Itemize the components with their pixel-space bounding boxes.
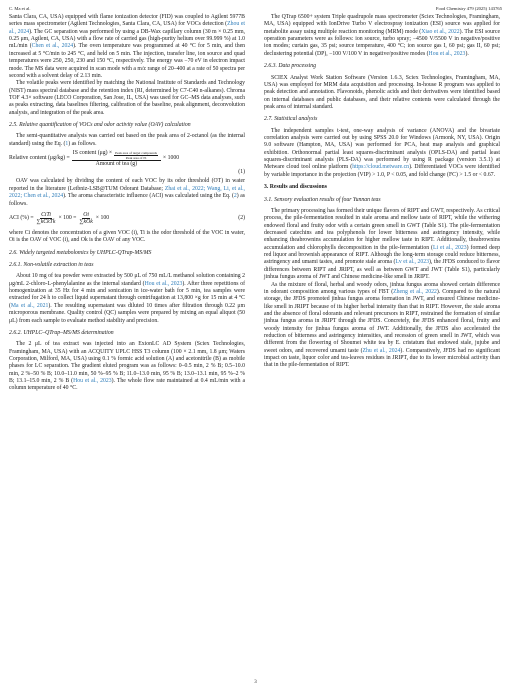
citation-link[interactable]: Ma et al., 2021 xyxy=(10,302,49,309)
section-heading-2-6-1: 2.6.1. Non-volatile extraction in teas xyxy=(9,261,94,268)
equation-2 xyxy=(9,211,245,227)
eq2-fraction-2 xyxy=(78,212,93,226)
eq2-lhs: ACI (%) = xyxy=(9,215,34,222)
right-column xyxy=(264,14,500,370)
eq1-lhs: Relative content (μg/kg) = xyxy=(9,155,70,162)
running-header xyxy=(9,6,502,14)
eq2-tail: × 100 xyxy=(95,215,110,222)
eq2-f1-top: CiTi xyxy=(41,211,51,218)
paragraph-uhplc-determination: The 2 μL of tea extract was injected into an ExionLC AD System (Sciex Technologies, Framingham, MA, USA) with an ACQUITY UPLC HSS T3 column (100 × 2.1 mm, 1.8 μm; Waters Corporation, Milford, MA, USA) using 0.1 % formic acid solution (A) and acetonitrile (B) as mobile phases for LC separation. The gradient eluted program was as follows: 0–0.5 min, 2 % B; 0.5–10.0 min, 2 %–50 % B; 10.0–11.0 min, 50 %–95 % B; 11.0–13.0 min, 95 % B; 13.0–13.1 min, 95 %–2 % B; 13.1–15.0 min, 2 % B (Hou et al., 2023). The whole flow rate maintained at 0.4 mL/min with a column temperature of 40 °C. xyxy=(9,341,245,392)
paragraph-data-processing: SCIEX Analyst Work Station Software (Version 1.6.3, Sciex Technologies, Framingham, MA, USA) was employed for MRM data acquisition and processing. In-house R program was applied to peak detection and annotation. Flavonoids, phenolic acids and their derivatives were identified based on internal databases and public databases, and their relative contents were calculated through the peak area of internal standard. xyxy=(264,74,500,110)
eq1-inner-top: Peak area of target compounds xyxy=(115,151,157,156)
section-heading-2-7: 2.7. Statistical analysis xyxy=(264,116,318,123)
metware-url-link[interactable]: https://cloud.metware.cn xyxy=(352,164,410,171)
section-heading-2-6-3: 2.6.3. Data processing xyxy=(264,63,317,70)
section-heading-2-6: 2.6. Widely targeted metabolomics by UHPLC-QTrap-MS/MS xyxy=(9,249,152,256)
eq2-mid: × 100 = xyxy=(58,215,77,222)
header-journal-citation: Food Chemistry 479 (2025) 143765 xyxy=(435,6,502,11)
eq2-f2-bottom: ∑kOk xyxy=(79,219,93,226)
paragraph-non-volatile-extraction: About 10 mg of tea powder were extracted by 500 μL of 750 mL/L methanol solution containing 2 μg/mL 2-chloro-L-phenylalanine as the internal standard (Hou et al., 2023). After three repetitions of homogenization at 35 Hz for 4 min and sonication in ice-water bath for 5 min, tea samples were extracted for 24 h to collect liquid supernatant through centrifugation at 13,800 ×g for 15 min at 4 °C (Ma et al., 2021). The resulting supernatant was diluted 10 times after filtration through 0.22 μm microporous membrane. Quality control (QC) samples were prepared by mixing an equal aliquot (50 μL) from each sample to evaluate method stability and precision. xyxy=(9,273,245,324)
citation-link[interactable]: Hou et al., 2023 xyxy=(73,378,112,385)
header-authors: C. Ma et al. xyxy=(9,6,31,11)
citation-link[interactable]: Zhou et al., 2024 xyxy=(9,21,245,35)
paragraph-where-definitions: where Ci denotes the concentration of a given VOC (i), Ti is the odor threshold of the VOC in water, Oi is the OAV of VOC (i), and Ok is the OAV of any VOC. xyxy=(9,229,245,244)
paragraph-oav: OAV was calculated by dividing the content of each VOC by its odor threshold (OT) in water reported in the literature (Leibniz-LSB@TUM Odorant Database; Zhai et al., 2022; Wang, Li, et al., 2022; Chen et al., 2024). The aroma characteristic influence (ACI) was calculated using the Eq. (2) as follows. xyxy=(9,178,245,207)
equation-1 xyxy=(9,151,245,167)
citation-link[interactable]: Lv et al., 2023 xyxy=(395,259,430,266)
eq1-inner-bottom: Peak area of IS xyxy=(125,156,147,161)
eq1-tail: × 1000 xyxy=(162,155,180,162)
left-column xyxy=(9,14,245,393)
paragraph-semi-quantitative: The semi-quantitative analysis was carried out based on the peak area of 2-octanol (as the internal standard) using the Eq. (1) as follows. xyxy=(9,133,245,147)
citation-link[interactable]: Li et al., 2023 xyxy=(432,244,467,251)
eq1-denominator: Amount of tea (g) xyxy=(95,161,138,168)
eq1-numerator: IS content (μg) × xyxy=(72,150,113,157)
equation-ref-link[interactable]: 1 xyxy=(65,140,69,147)
citation-link[interactable]: Zhu et al., 2024 xyxy=(362,347,401,354)
paragraph-qtrap-ms: The QTrap 6500+ system Triple quadrupole mass spectrometer (Sciex Technologies, Framingham, MA, USA) equipped with IonDrive Turbo V electrospray ionization (ESI) source was applied for metabolite assay using multiple reaction monitoring (MRM) mode (Xiao et al., 2022). The ESI source operation parameters were as follows: ion source, turbo spray; −4500 V/5500 V in negative/positive ion modes; curtain gas, 35 psi; source temperature, 400 °C; ion source gas I, 60 psi; gas II, 60 psi; declustering potential (DP), −100 V/100 V in negative/positive modes (Hou et al., 2023). xyxy=(264,14,500,57)
citation-link[interactable]: Hou et al., 2023 xyxy=(144,280,183,287)
paragraph-sensory-evaluation: The primary processing has formed their unique flavors of RIPT and GWT, respectively. As critical process, the pile-fermentation resulted in stale aroma and mellow taste of RIPT, while the withering endowed floral and fruity odor with a certain green smell in GWT (Table S1). The pile-fermentation decreased catechins and tea polyphenols for lower bitterness and astringency intensity, while enhancing theabrownins accumulation for higher mellow taste in RIPT. Additionally, theabrownins accumulation and chlorophylls decomposition in the pile-fermentation (Li et al., 2023) formed deep red liquor and brownish appearance of RIPT. Although the long-term storage could reduce bitterness, astringency and umami tastes, and promote stale aroma (Lv et al., 2023), the JFDS conduced to flavor differences between RIPT and JRIPT, as well as between GWT and JWT (Table S1), particularly jinhua fungus aroma of JWT and Chinese medicine-like smell in JRIPT. xyxy=(264,207,500,281)
paragraph-gc-ms-conditions: Santa Clara, CA, USA) equipped with flame ionization detector (FID) was coupled to Agilent 5977B series mass spectrometer (Agilent Technologies, Santa Clara, CA, USA) for VOCs detection (Zhou et al., 2024). The GC separation was performed by using a DB-Wax capillary column (30 m × 0.25 mm, 0.25 μm, Agilent, CA, USA) with a flow rate of carried gas (high-purity helium over 99.999 %) at 1.0 mL/min (Chen et al., 2024). The oven temperature was programmed at 40 °C for 5 min, and then increased at 5 °C/min to 245 °C, and held on 5 min. The injection, transfer line, ion source and quad temperatures were 250, 250, 230 and 150 °C, respectively. The energy was −70 eV in electron impact mode. The MS data were acquired in scan mode with a m/z range of 20–400 at a rate of 50 spectra per second with a solvent delay of 2.13 min. xyxy=(9,14,246,79)
paragraph-jinhua-fungus-aroma: As the mixture of floral, herbal and woody odors, jinhua fungus aroma showed certain difference in odorant composition among various types of FBT (Zheng et al., 2022). Compared to the natural storage, the JFDS promoted jinhua fungus aroma formation in JWT, and ensured Chinese medicine-like smell in JRIPT because of its higher herbal intensity than that in RIPT. However, the stale aroma and the absence of floral odorants and relevant precursors in RIPT, restrained the formation of similar jinhua fungus aroma in JRIPT through the JFDS. Concretely, the JFDS enhanced floral, fruity and woody intensity for jinhua fungus aroma of JWT. Additionally, the JFDS also accelerated the reduction of bitterness and astringency intensities, and recession of green smell in JWT, which was different from the flowering of Shoumei white tea by E. cristatum that endowed stale, jujube and sweet odors, and recovered umami taste (Zhu et al., 2024). Comparatively, JFDS had no significant impact on taste, liquor color and tea-leaves residues in JRIPT, due to its lower microbial activity than that in the pile-fermentation of RIPT. xyxy=(264,281,501,369)
citation-link[interactable]: Zhai et al., 2022; Wang, Li, et al., 2022; Chen et al., 2024 xyxy=(9,185,245,200)
eq2-f2-top: Oi xyxy=(83,211,89,218)
eq2-fraction-1 xyxy=(36,212,57,226)
section-heading-3: 3. Results and discussions xyxy=(264,184,327,191)
section-heading-2-6-2: 2.6.2. UHPLC–QTrap–MS/MS determination xyxy=(9,329,114,336)
citation-link[interactable]: Xiao et al., 2022 xyxy=(421,28,460,35)
eq2-f1-bottom: ∑kCkTk xyxy=(36,219,56,226)
equation-ref-link[interactable]: 2 xyxy=(233,193,237,200)
equation-1-label: (1) xyxy=(238,169,245,176)
section-heading-2-5: 2.5. Relative quantification of VOCs and odor activity value (OAV) calculation xyxy=(9,122,191,129)
citation-link[interactable]: Chen et al., 2024 xyxy=(31,43,74,50)
paragraph-volatile-identification: The volatile peaks were identified by matching the National Institute of Standards and Technology (NIST) mass spectral database and the retention index (RI, determined by C7-C40 n-alkanes). Chroma TOF 4.3× software (LECO Corporation, San Jose, IL, USA) was used for GC–MS data analyses, such as peaks extracting, data baselines filtering, calibration of the baseline, peak alignment, deconvolution analysis, and integration of the peak area. xyxy=(9,80,245,116)
citation-link[interactable]: Hou et al., 2023 xyxy=(428,50,466,57)
eq1-fraction xyxy=(72,150,161,168)
section-heading-3-1: 3.1. Sensory evaluation results of four Yunnan teas xyxy=(264,196,381,203)
equation-2-label: (2) xyxy=(238,214,245,221)
eq1-inner-fraction xyxy=(114,151,158,160)
paragraph-statistical-analysis: The independent samples t-test, one-way analysis of variance (ANOVA) and the bivariate correlation analysis were carried out by using SPSS 20.0 for Windows (Armonk, NY, USA). Origin 9.0 software (Hampton, MA, USA) was performed for PCA, heat map analysis and graphical exhibition. Orthonormal partial least squares-discriminant analysis (OPLS-DA) and partial least squares-discriminant analysis (PLS-DA) was performed by using R package (version 3.5.1) at Metware cloud tool online platform (https://cloud.metware.cn). Differentiated VOCs were identified by variable importance in the projection (VIP) > 1.0, P < 0.05, and fold change (FC) > 1.5 or < 0.67. xyxy=(264,127,500,178)
page-number: 3 xyxy=(254,680,257,685)
citation-link[interactable]: Zheng et al., 2022 xyxy=(393,288,437,295)
